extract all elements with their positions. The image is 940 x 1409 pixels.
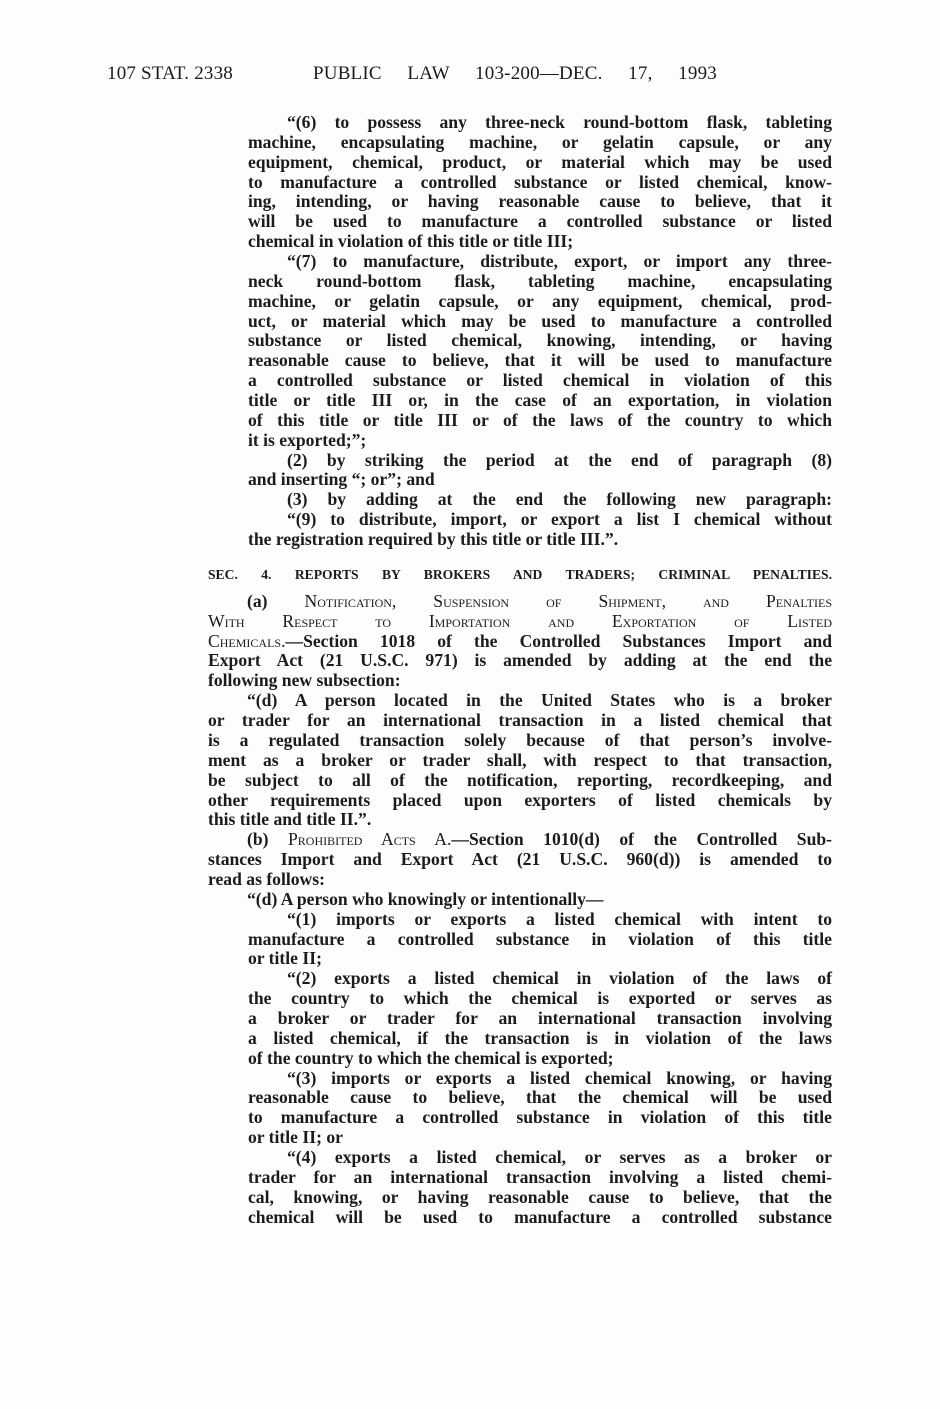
line-text: read as follows: xyxy=(208,868,325,889)
text-line xyxy=(248,411,832,431)
text-line xyxy=(248,391,832,411)
line-text: equipment, chemical, product, or material which may be used xyxy=(248,151,832,172)
line-text: of the country to which the chemical is exported; xyxy=(248,1047,614,1068)
line-text: a broker or trader for an international transaction involving xyxy=(248,1007,832,1028)
line-text: ing, intending, or having reasonable cause to believe, that it xyxy=(248,191,832,212)
text-line xyxy=(208,810,832,830)
line-text: manufacture a controlled substance in violation of this title xyxy=(248,928,832,949)
text-line xyxy=(248,470,832,490)
text-line xyxy=(248,192,832,212)
text-line xyxy=(248,1148,832,1168)
line-text: “(3) imports or exports a listed chemical knowing, or having xyxy=(287,1067,832,1088)
text-line xyxy=(208,850,832,870)
line-text: this title and title II.”. xyxy=(208,809,372,830)
line-text: following new subsection: xyxy=(208,670,401,691)
text-line xyxy=(208,651,832,671)
line-text: “(d) A person located in the United States who is a broker xyxy=(247,690,832,711)
line-text: cal, knowing, or having reasonable cause to believe, that the xyxy=(248,1186,832,1207)
text-line xyxy=(248,431,832,451)
line-text: (a) xyxy=(247,590,305,611)
line-text: or title II; xyxy=(248,948,322,969)
text-line xyxy=(208,870,832,890)
line-text: be subject to all of the notification, reporting, recordkeeping, and xyxy=(208,769,832,790)
text-line xyxy=(248,1009,832,1029)
text-line xyxy=(208,890,832,910)
text-line xyxy=(248,1208,832,1228)
text-line xyxy=(248,1128,832,1148)
text-line xyxy=(248,1049,832,1069)
line-text: other requirements placed upon exporters of listed chemicals by xyxy=(208,789,832,810)
line-text: a listed chemical, if the transaction is in violation of the laws xyxy=(248,1027,832,1048)
line-text: of this title or title III or of the laws of the country to which xyxy=(248,409,832,430)
line-text: stances Import and Export Act (21 U.S.C. 960(d)) is amended to xyxy=(208,849,832,870)
line-text: (2) by striking the period at the end of paragraph (8) xyxy=(287,449,832,470)
small-caps-heading-text: Notification, Suspension of Shipment, and Penalties xyxy=(304,590,832,611)
text-line xyxy=(248,1088,832,1108)
running-title-header: PUBLIC LAW 103-200—DEC. 17, 1993 xyxy=(313,63,717,84)
text-line xyxy=(248,252,832,272)
text-line xyxy=(248,1069,832,1089)
line-text: “(6) to possess any three-neck round-bottom flask, tableting xyxy=(287,112,832,132)
line-text: “(2) exports a listed chemical in violation of the laws of xyxy=(287,968,832,989)
line-text: ment as a broker or trader shall, with respect to that transaction, xyxy=(208,749,832,770)
line-text: “(4) exports a listed chemical, or serves as a broker or xyxy=(287,1146,832,1167)
line-text: a controlled substance or listed chemical in violation of this xyxy=(248,370,832,391)
text-line xyxy=(248,232,832,252)
line-text: the registration required by this title or title III.”. xyxy=(248,529,619,550)
line-text: title or title III or, in the case of an exportation, in violation xyxy=(248,390,832,411)
text-line xyxy=(248,1108,832,1128)
text-line xyxy=(248,510,832,530)
text-line xyxy=(208,771,832,791)
line-text: neck round-bottom flask, tableting machine, encapsulating xyxy=(248,270,832,291)
text-line xyxy=(248,969,832,989)
text-line xyxy=(248,173,832,193)
text-line xyxy=(208,691,832,711)
text-line xyxy=(208,612,832,632)
line-text: “(9) to distribute, import, or export a list I chemical without xyxy=(287,509,832,530)
text-line xyxy=(248,113,832,133)
line-text: is a regulated transaction solely because of that person’s involve- xyxy=(208,729,832,750)
line-text: or trader for an international transaction in a listed chemical that xyxy=(208,710,832,731)
line-text: trader for an international transaction involving a listed chemi- xyxy=(248,1166,832,1187)
line-text: —Section 1018 of the Controlled Substances Import and xyxy=(285,630,832,651)
line-text: and inserting “; or”; and xyxy=(248,469,435,490)
line-text: “(7) to manufacture, distribute, export, or import any three- xyxy=(287,251,832,272)
line-text: (3) by adding at the end the following new paragraph: xyxy=(287,489,832,510)
text-line xyxy=(208,711,832,731)
line-text: to manufacture a controlled substance in violation of this title xyxy=(248,1107,832,1128)
text-line xyxy=(248,312,832,332)
small-caps-heading-text: With Respect to Importation and Exportation of Listed xyxy=(208,610,832,631)
line-text: chemical will be used to manufacture a controlled substance xyxy=(248,1206,832,1227)
text-line xyxy=(248,451,832,471)
text-line xyxy=(208,592,832,612)
text-line xyxy=(248,153,832,173)
text-line xyxy=(248,351,832,371)
text-line xyxy=(248,371,832,391)
line-text: “(d) A person who knowingly or intentionally— xyxy=(247,888,604,909)
text-line xyxy=(248,530,832,550)
text-line xyxy=(208,731,832,751)
text-line xyxy=(248,910,832,930)
line-text: machine, or gelatin capsule, or any equipment, chemical, prod- xyxy=(248,290,832,311)
text-line xyxy=(248,331,832,351)
text-line xyxy=(248,292,832,312)
text-line xyxy=(248,212,832,232)
text-line xyxy=(248,133,832,153)
document-body xyxy=(0,113,940,1227)
line-text: will be used to manufacture a controlled substance or listed xyxy=(248,211,832,232)
text-line xyxy=(248,272,832,292)
text-line xyxy=(248,1168,832,1188)
text-line xyxy=(248,949,832,969)
line-text: to manufacture a controlled substance or listed chemical, know- xyxy=(248,171,832,192)
section-heading: SEC. 4. REPORTS BY BROKERS AND TRADERS; CRIMINAL PENALTIES. xyxy=(208,566,832,582)
text-line xyxy=(208,671,832,691)
text-line xyxy=(248,930,832,950)
line-text: substance or listed chemical, knowing, intending, or having xyxy=(248,330,832,351)
line-text: reasonable cause to believe, that it will be used to manufacture xyxy=(248,350,832,371)
line-text: uct, or material which may be used to manufacture a controlled xyxy=(248,310,832,331)
line-text: the country to which the chemical is exported or serves as xyxy=(248,988,832,1009)
page-number-header: 107 STAT. 2338 xyxy=(107,63,234,84)
line-text: it is exported;”; xyxy=(248,429,367,450)
small-caps-heading-text: Chemicals. xyxy=(208,630,286,651)
line-text: (b) xyxy=(247,829,289,850)
line-text: or title II; or xyxy=(248,1127,343,1148)
text-line xyxy=(248,1188,832,1208)
line-text: Export Act (21 U.S.C. 971) is amended by adding at the end the xyxy=(208,650,832,671)
line-text: machine, encapsulating machine, or gelatin capsule, or any xyxy=(248,131,832,152)
line-text: reasonable cause to believe, that the chemical will be used xyxy=(248,1087,832,1108)
small-caps-heading-text: Prohibited Acts A. xyxy=(288,829,452,850)
text-line xyxy=(248,1029,832,1049)
text-line xyxy=(208,791,832,811)
line-text: “(1) imports or exports a listed chemical with intent to xyxy=(287,908,832,929)
text-line xyxy=(248,490,832,510)
text-line xyxy=(208,632,832,652)
text-line xyxy=(248,989,832,1009)
line-text: —Section 1010(d) of the Controlled Sub- xyxy=(451,829,832,850)
line-text: chemical in violation of this title or title III; xyxy=(248,231,574,252)
text-line xyxy=(208,830,832,850)
text-line xyxy=(208,751,832,771)
